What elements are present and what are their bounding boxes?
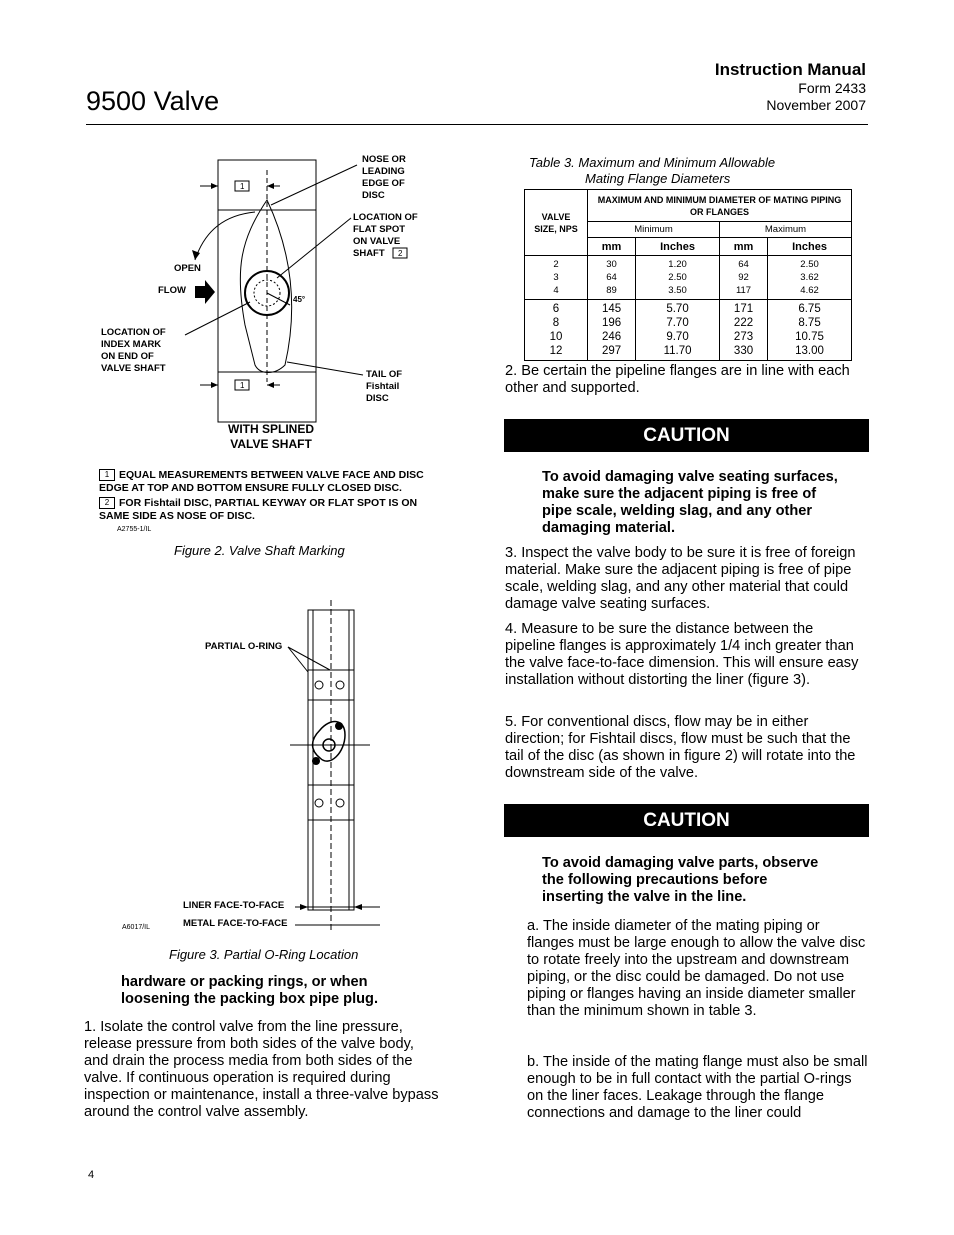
tail-label: TAIL OF Fishtail DISC <box>366 369 403 404</box>
cell-minin-2: 5.70 7.70 9.70 11.70 <box>636 300 720 361</box>
step-2: 2. Be certain the pipeline flanges are in line with each other and supported. <box>505 363 850 396</box>
step-b: b. The inside of the mating flange must also be small enough to be in full contact with the partial O-rings on the liner faces. Leakage through the flange connections and damage to the liner could <box>527 1054 868 1121</box>
cell-minin-1: 1.20 2.50 3.50 <box>636 256 720 300</box>
header-block <box>715 60 866 114</box>
index-mark-label: LOCATION OF INDEX MARK ON END OF VALVE SHAFT <box>101 327 166 374</box>
note-1-text: EQUAL MEASUREMENTS BETWEEN VALVE FACE AND DISC EDGE AT TOP AND BOTTOM ENSURE FULLY CLOSED DISC. <box>99 469 424 494</box>
table-3 <box>524 189 852 361</box>
header-rule <box>86 124 868 125</box>
note-1-marker: 1 <box>99 469 115 481</box>
page-number: 4 <box>88 1169 95 1181</box>
table-row <box>525 256 852 300</box>
cell-minmm-2: 145 196 246 297 <box>588 300 636 361</box>
metal-label: METAL FACE-TO-FACE <box>183 918 288 929</box>
angle-label: 45° <box>293 295 306 304</box>
unit-max-mm: mm <box>719 238 767 256</box>
publication-date: November 2007 <box>766 97 866 113</box>
figure2-caption: Figure 2. Valve Shaft Marking <box>174 543 345 558</box>
col-maximum: Maximum <box>719 222 851 238</box>
unit-min-mm: mm <box>588 238 636 256</box>
step-3: 3. Inspect the valve body to be sure it is free of foreign material. Make sure the adjacent piping is free of pipe scale, welding slag, and any other material that could damage valve seating surfaces. <box>505 545 856 612</box>
caution-2-text: To avoid damaging valve parts, observe the following precautions before inserting the valve in the line. <box>542 855 819 905</box>
liner-label: LINER FACE-TO-FACE <box>183 900 285 911</box>
disc-outline <box>240 200 291 373</box>
step-a: a. The inside diameter of the mating piping or flanges must be large enough to allow the valve disc to rotate freely into the upstream and downstream piping, or the disc could be damaged. Do not use piping or flanges having an inside diameter smaller than the minimum shown in table 3. <box>527 918 866 1019</box>
unit-max-in: Inches <box>768 238 852 256</box>
cell-maxin-2: 6.75 8.75 10.75 13.00 <box>768 300 852 361</box>
page-title: 9500 Valve <box>86 86 220 116</box>
figure2-note-2 <box>99 497 444 523</box>
open-arrow-icon <box>195 212 255 260</box>
splined-label: WITH SPLINED VALVE SHAFT <box>228 422 314 451</box>
table3-caption-line2: Mating Flange Diameters <box>585 171 731 186</box>
figure3-code: A6017/IL <box>122 924 151 931</box>
col-minimum: Minimum <box>588 222 720 238</box>
col-diameter: MAXIMUM AND MINIMUM DIAMETER OF MATING PIPING OR FLANGES <box>588 190 852 222</box>
warning-continuation: hardware or packing rings, or when loosening the packing box pipe plug. <box>121 974 379 1007</box>
figure3-caption: Figure 3. Partial O-Ring Location <box>169 947 359 962</box>
oring-label: PARTIAL O-RING <box>205 641 283 652</box>
figure2-note-1 <box>99 469 444 495</box>
cell-minmm-1: 30 64 89 <box>588 256 636 300</box>
table-row <box>525 300 852 361</box>
cell-sizes-1: 2 3 4 <box>525 256 588 300</box>
note-2-text: FOR Fishtail DISC, PARTIAL KEYWAY OR FLAT SPOT IS ON SAME SIDE AS NOSE OF DISC. <box>99 497 418 522</box>
unit-min-in: Inches <box>636 238 720 256</box>
flow-label: FLOW <box>158 285 186 296</box>
nose-label: NOSE OR LEADING EDGE OF DISC <box>362 154 406 201</box>
flat-spot-label: LOCATION OF FLAT SPOT ON VALVE SHAFT <box>353 212 418 259</box>
col-valve-size: VALVE SIZE, NPS <box>525 190 588 256</box>
form-number: Form 2433 <box>798 80 866 96</box>
cell-sizes-2: 6 8 10 12 <box>525 300 588 361</box>
box1-bottom: 1 <box>240 381 245 390</box>
open-label: OPEN <box>174 263 201 274</box>
step-5: 5. For conventional discs, flow may be in either direction; for Fishtail discs, flow must be such that the tail of the disc (as shown in figure 2) will rotate into the downstream side of the valve. <box>505 714 856 781</box>
table3-caption <box>529 155 775 187</box>
cell-maxmm-1: 64 92 117 <box>719 256 767 300</box>
caution-1-text: To avoid damaging valve seating surfaces, make sure the adjacent piping is free of pipe scale, welding slag, and any other damaging material. <box>542 469 838 536</box>
step-4: 4. Measure to be sure the distance between the pipeline flanges is approximately 1/4 inch greater than the valve face-to-face dimension. This will ensure easy installation without distorting the liner (figure 3). <box>505 621 859 688</box>
note-2-marker: 2 <box>99 497 115 509</box>
caution-banner-1: CAUTION <box>504 419 869 452</box>
figure2-code: A2755-1/IL <box>117 526 152 533</box>
flow-arrow-icon <box>195 280 215 304</box>
step-1: 1. Isolate the control valve from the line pressure, release pressure from both sides of the valve body, and drain the process media from both sides of the valve. If continuous operation is required during inspection or maintenance, install a three-valve bypass around the control valve assembly. <box>84 1019 439 1120</box>
box1-top: 1 <box>240 182 245 191</box>
caution-banner-2: CAUTION <box>504 804 869 837</box>
table3-caption-line1: Table 3. Maximum and Minimum Allowable <box>529 155 776 170</box>
box2-label: 2 <box>398 249 403 258</box>
manual-label: Instruction Manual <box>714 60 866 79</box>
cell-maxin-1: 2.50 3.62 4.62 <box>768 256 852 300</box>
cell-maxmm-2: 171 222 273 330 <box>719 300 767 361</box>
